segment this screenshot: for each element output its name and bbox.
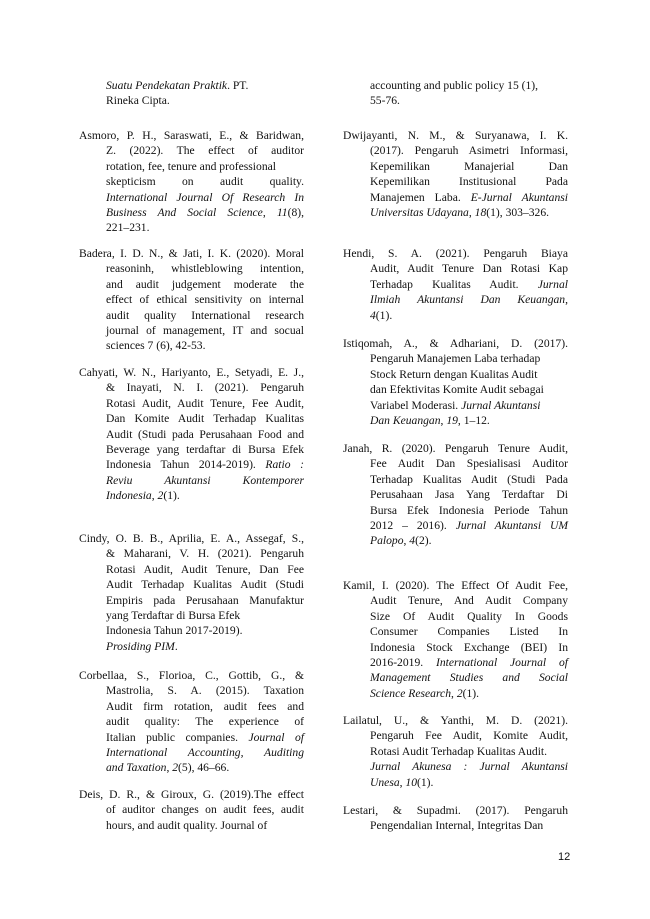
reference-entry — [343, 441, 568, 549]
reference-line: Deis, D. R., & Giroux, G. (2019).The effect — [79, 788, 304, 801]
reference-line: audit quality: The experience of — [106, 715, 304, 729]
reference-line: Variabel Moderasi. Jurnal Akuntansi — [370, 398, 541, 412]
reference-line: Rotasi Audit, Audit Tenure, Fee Audit, — [106, 396, 304, 410]
reference-line: Corbellaa, S., Florioa, C., Gottib, G., & — [79, 669, 304, 682]
reference-line: Istiqomah, A., & Adhariani, D. (2017). — [343, 337, 568, 350]
reference-entry — [343, 246, 568, 323]
reference-entry — [79, 787, 304, 833]
reference-line: sciences 7 (6), 42-53. — [106, 339, 206, 353]
reference-line: 55-76. — [370, 94, 400, 108]
reference-line: skepticism on audit quality. — [106, 175, 304, 189]
reference-line: audit quality International research — [106, 308, 304, 322]
reference-line: Audit Tenure, And Audit Company — [370, 594, 568, 608]
reference-line: Italian public companies. Journal of — [106, 730, 304, 744]
reference-line: Indonesia, 2(1). — [106, 489, 180, 503]
reference-entry — [343, 803, 568, 834]
reference-line: Indonesia Stock Exchange (BEI) In — [370, 640, 568, 654]
reference-line: Kamil, I. (2020). The Effect Of Audit Fee, — [343, 579, 568, 592]
reference-line: Mastrolia, S. A. (2015). Taxation — [106, 684, 304, 698]
reference-line: Lestari, & Supadmi. (2017). Pengaruh — [343, 804, 568, 817]
reference-line: Terhadap Kualitas Audit (Studi Pada — [370, 472, 568, 486]
reference-line: 221–231. — [106, 221, 150, 235]
reference-entry — [79, 531, 304, 654]
reference-line: Pengaruh Manajemen Laba terhadap — [370, 352, 541, 366]
reference-line: effect of ethical sensitivity on internal — [106, 293, 304, 307]
reference-line: Management Studies and Social — [370, 671, 568, 685]
reference-line: (2017). Pengaruh Asimetri Informasi, — [370, 144, 568, 158]
reference-line: Size Of Audit Quality In Goods — [370, 609, 568, 623]
reference-line: Prosiding PIM. — [106, 639, 178, 653]
reference-line: Unesa, 10(1). — [370, 775, 434, 789]
reference-line: Universitas Udayana, 18(1), 303–326. — [370, 206, 550, 220]
reference-line: Audit (Studi pada Perusahaan Food and — [106, 427, 304, 441]
reference-line: Ilmiah Akuntansi Dan Keuangan, — [370, 293, 568, 307]
reference-line: Kepemilikan Institusional Pada — [370, 175, 568, 189]
reference-line: Empiris pada Perusahaan Manufaktur — [106, 593, 304, 607]
reference-line: Bursa Efek Indonesia Periode Tahun — [370, 503, 568, 517]
reference-line: rotation, fee, tenure and professional — [106, 159, 276, 173]
reference-entry — [343, 78, 568, 109]
reference-line: Dwijayanti, N. M., & Suryanawa, I. K. — [343, 129, 568, 142]
reference-entry — [343, 578, 568, 701]
reference-line: Business And Social Science, 11(8), — [106, 206, 304, 220]
reference-line: Indonesia Tahun 2017-2019). — [106, 624, 243, 638]
reference-line: Rineka Cipta. — [106, 94, 170, 108]
reference-line: yang Terdaftar di Bursa Efek — [106, 609, 241, 623]
reference-line: Stock Return dengan Kualitas Audit — [370, 367, 538, 381]
reference-line: Lailatul, U., & Yanthi, M. D. (2021). — [343, 714, 568, 727]
reference-line: Dan Keuangan, 19, 1–12. — [370, 414, 490, 428]
reference-line: dan Efektivitas Komite Audit sebagai — [370, 383, 544, 397]
reference-entry — [79, 365, 304, 504]
reference-line: hours, and audit quality. Journal of — [106, 818, 268, 832]
reference-line: & Inayati, N. I. (2021). Pengaruh — [106, 381, 304, 395]
reference-line: Hendi, S. A. (2021). Pengaruh Biaya — [343, 247, 568, 260]
reference-entry — [343, 713, 568, 790]
reference-line: 4(1). — [370, 308, 393, 322]
reference-line: Rotasi Audit, Audit Tenure, Dan Fee — [106, 562, 304, 576]
reference-line: Jurnal Akunesa : Jurnal Akuntansi — [370, 760, 568, 774]
reference-entry — [79, 78, 304, 109]
reference-line: Science Research, 2(1). — [370, 686, 480, 700]
reference-line: Terhadap Kualitas Audit. Jurnal — [370, 277, 568, 291]
reference-line: Z. (2022). The effect of auditor — [106, 144, 304, 158]
reference-line: 2012 – 2016). Jurnal Akuntansi UM — [370, 519, 568, 533]
reference-line: Badera, I. D. N., & Jati, I. K. (2020). Moral — [79, 247, 304, 260]
reference-line: 2016-2019. International Journal of — [370, 656, 568, 670]
reference-line: Pengaruh Fee Audit, Komite Audit, — [370, 729, 568, 743]
reference-line: Cindy, O. B. B., Aprilia, E. A., Assegaf, S., — [79, 532, 304, 545]
reference-line: Consumer Companies Listed In — [370, 625, 568, 639]
reference-line: Dan Komite Audit Terhadap Kualitas — [106, 412, 304, 426]
page-number: 12 — [558, 851, 571, 863]
reference-line: International Journal Of Research In — [106, 190, 304, 204]
reference-line: reasoninh, whistleblowing intention, — [106, 262, 304, 276]
reference-entry — [343, 336, 568, 428]
reference-line: Pengendalian Internal, Integritas Dan — [370, 819, 544, 833]
reference-line: Audit firm rotation, audit fees and — [106, 699, 304, 713]
reference-entry — [343, 128, 568, 220]
reference-line: Kepemilikan Manajerial Dan — [370, 159, 568, 173]
reference-line: International Accounting, Auditing — [106, 746, 304, 760]
reference-line: accounting and public policy 15 (1), — [370, 79, 539, 92]
reference-line: Audit Terhadap Kualitas Audit (Studi — [106, 578, 304, 592]
reference-entry — [79, 128, 304, 236]
reference-line: Palopo, 4(2). — [370, 534, 432, 548]
reference-line: Suatu Pendekatan Praktik. PT. — [106, 79, 249, 92]
reference-line: and audit judgement moderate the — [106, 277, 304, 291]
reference-line: Beverage yang terdaftar di Bursa Efek — [106, 443, 304, 457]
reference-line: Indonesia Tahun 2014-2019). Ratio : — [106, 458, 304, 472]
reference-line: & Maharani, V. H. (2021). Pengaruh — [106, 547, 304, 561]
reference-line: Reviu Akuntansi Kontemporer — [106, 473, 304, 487]
reference-line: Cahyati, W. N., Hariyanto, E., Setyadi, E. J., — [79, 366, 304, 379]
reference-line: Rotasi Audit Terhadap Kualitas Audit. — [370, 744, 548, 758]
reference-line: of auditor changes on audit fees, audit — [106, 803, 304, 817]
reference-line: Audit, Audit Tenure Dan Rotasi Kap — [370, 262, 568, 276]
reference-entry — [79, 668, 304, 776]
reference-line: Fee Audit Dan Spesialisasi Auditor — [370, 457, 568, 471]
reference-line: Asmoro, P. H., Saraswati, E., & Baridwan, — [79, 129, 304, 142]
reference-line: and Taxation, 2(5), 46–66. — [106, 761, 230, 775]
reference-line: journal of management, IT and socual — [106, 324, 304, 338]
reference-line: Manajemen Laba. E-Jurnal Akuntansi — [370, 190, 568, 204]
reference-entry — [79, 246, 304, 354]
reference-line: Perusahaan Jasa Yang Terdaftar Di — [370, 488, 568, 502]
reference-line: Janah, R. (2020). Pengaruh Tenure Audit, — [343, 442, 568, 455]
